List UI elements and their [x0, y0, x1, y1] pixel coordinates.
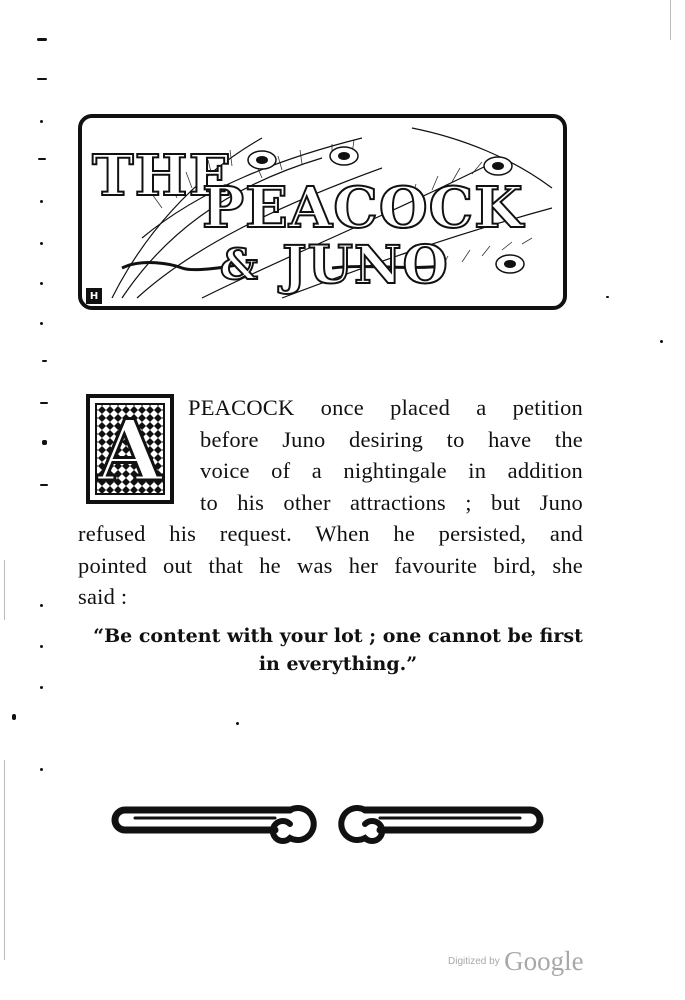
moral-line: in everything.”	[258, 653, 418, 675]
margin-mark	[40, 322, 43, 325]
scan-edge-line	[670, 0, 671, 40]
google-logo-text: Google	[504, 946, 584, 976]
title-word-the: THE	[92, 143, 233, 209]
scan-edge-line	[4, 560, 5, 620]
digitized-by-label: Digitized by	[448, 956, 500, 967]
moral-line: “Be content with your lot ; one cannot be first	[93, 625, 583, 647]
margin-mark	[236, 722, 239, 725]
scan-edge-line	[4, 760, 5, 960]
dropcap-letter: A	[97, 401, 163, 500]
margin-mark	[42, 440, 47, 445]
fable-line: voice of a nightingale in addition	[200, 458, 583, 483]
margin-mark	[40, 686, 43, 689]
margin-mark	[40, 120, 43, 123]
fable-line: PEACOCK once placed a petition	[188, 395, 583, 420]
margin-mark	[660, 340, 663, 343]
fable-line: said :	[78, 584, 128, 609]
margin-mark	[40, 402, 48, 404]
title-word-juno: JUNO	[282, 235, 449, 296]
margin-mark	[12, 714, 16, 720]
margin-mark	[40, 484, 48, 486]
margin-mark	[606, 296, 609, 298]
margin-mark	[42, 360, 47, 362]
title-word-peacock: PEACOCK	[202, 175, 524, 241]
fable-moral	[78, 622, 598, 678]
margin-mark	[40, 282, 43, 285]
margin-mark	[40, 604, 43, 607]
title-ampersand: &	[220, 240, 259, 289]
fable-line: to his other attractions ; but Juno	[200, 489, 583, 515]
artist-monogram: H	[86, 288, 102, 304]
margin-mark	[40, 200, 43, 203]
tailpiece-scroll-ornament	[105, 788, 550, 844]
margin-mark	[40, 768, 43, 771]
fable-line: pointed out that he was her favourite bird, she	[78, 552, 583, 578]
margin-mark	[40, 645, 43, 648]
margin-mark	[40, 242, 43, 245]
fable-line: before Juno desiring to have the	[200, 426, 583, 452]
fable-text	[78, 392, 583, 613]
margin-mark	[37, 38, 47, 41]
margin-mark	[38, 158, 46, 160]
fable-line: refused his request. When he persisted, and	[78, 521, 583, 546]
title-illustration	[78, 114, 567, 310]
margin-mark	[37, 78, 47, 80]
digitized-by-google-watermark	[448, 946, 584, 977]
